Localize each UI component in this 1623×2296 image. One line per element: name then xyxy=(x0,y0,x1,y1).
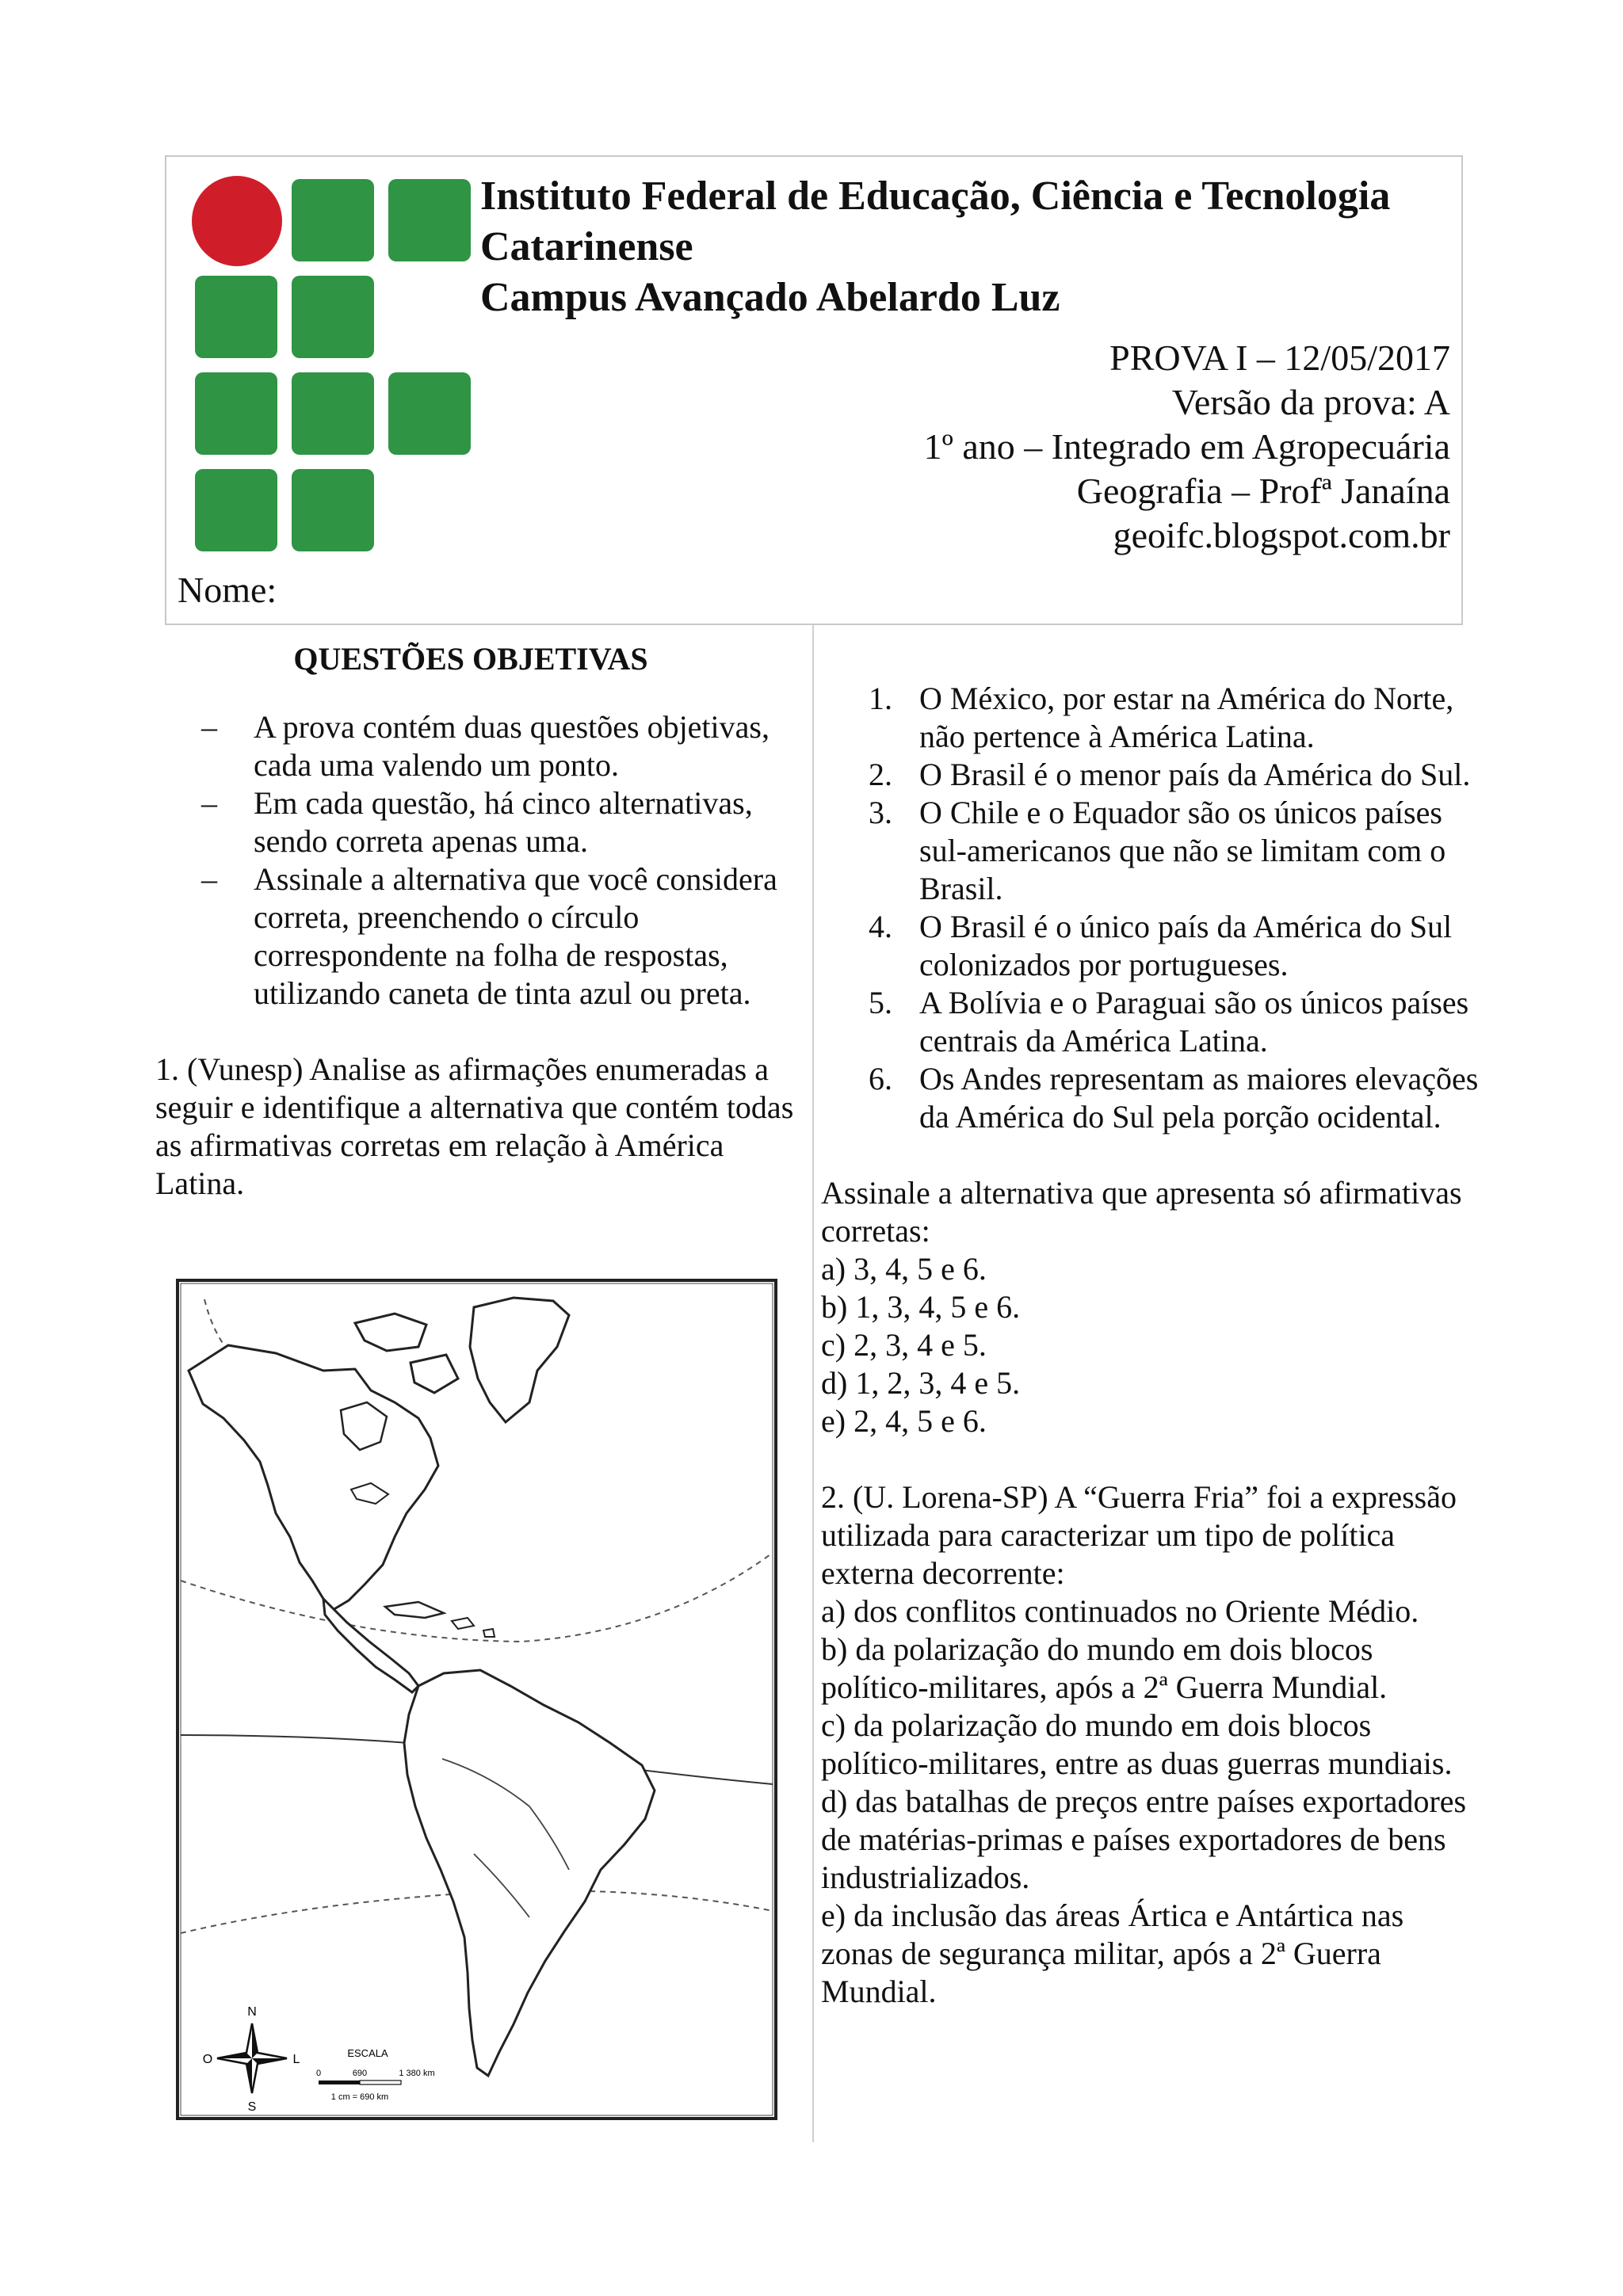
answer-option: e) da inclusão das áreas Ártica e Antártica nas zonas de segurança militar, após a 2ª Guerra Mundial. xyxy=(821,1897,1404,2009)
institution-line: Instituto Federal de Educação, Ciência e Tecnologia xyxy=(480,174,1391,219)
instruction-text: A prova contém duas questões objetivas, cada uma valendo um ponto. xyxy=(254,709,769,783)
statement-text: O Brasil é o menor país da América do Sul. xyxy=(919,757,1471,792)
dash-marker: – xyxy=(201,709,217,745)
exam-version: Versão da prova: A xyxy=(1171,382,1450,422)
logo-square xyxy=(195,276,277,358)
scale-start: 0 xyxy=(315,2069,322,2078)
logo-square xyxy=(388,372,471,455)
scale-note: 1 cm = 690 km xyxy=(330,2092,389,2102)
scale-bar xyxy=(360,2081,401,2084)
institute-logo xyxy=(190,174,475,555)
instruction-item xyxy=(155,860,805,1013)
compass-west: O xyxy=(202,2053,213,2066)
statement-number: 6. xyxy=(869,1061,892,1097)
instruction-text: Em cada questão, há cinco alternativas, sendo correta apenas uma. xyxy=(254,785,753,859)
statement-item xyxy=(821,756,1479,794)
statement-text: O Brasil é o único país da América do Sul colonizados por portugueses. xyxy=(919,909,1453,982)
header-box xyxy=(165,155,1463,625)
statement-text: O Chile e o Equador são os únicos países sul-americanos que não se limitam com o Brasil. xyxy=(919,795,1446,906)
compass-east: L xyxy=(292,2053,300,2066)
instruction-text: Assinale a alternativa que você considera correta, preenchendo o círculo correspondente na folha de respostas, utilizando caneta de tinta azul ou preta. xyxy=(254,861,777,1011)
compass-south: S xyxy=(247,2100,257,2114)
answer-option: a) dos conflitos continuados no Oriente Médio. xyxy=(821,1593,1419,1629)
column-divider xyxy=(812,625,814,2142)
statement-number: 1. xyxy=(869,681,892,716)
exam-website: geoifc.blogspot.com.br xyxy=(1113,515,1450,555)
institution-name xyxy=(480,171,1390,323)
caribbean-island xyxy=(483,1629,495,1637)
logo-square xyxy=(195,372,277,455)
institution-line: Catarinense xyxy=(480,224,693,269)
statement-number: 3. xyxy=(869,795,892,830)
answer-option: d) 1, 2, 3, 4 e 5. xyxy=(821,1365,1021,1401)
answer-option: a) 3, 4, 5 e 6. xyxy=(821,1251,987,1287)
answer-option: e) 2, 4, 5 e 6. xyxy=(821,1403,987,1439)
statement-number: 5. xyxy=(869,985,892,1020)
statements-list xyxy=(821,680,1479,1136)
scale-title: ESCALA xyxy=(347,2047,388,2059)
question-2-text: 2. (U. Lorena-SP) A “Guerra Fria” foi a expressão utilizada para caracterizar um tipo de política externa decorrente: xyxy=(821,1479,1457,1591)
dash-marker: – xyxy=(201,785,217,821)
statement-item xyxy=(821,794,1479,908)
question-1-text: 1. (Vunesp) Analise as afirmações enumeradas a seguir e identifique a alternativa que contém todas as afirmativas corretas em relação à América Latina. xyxy=(155,1051,794,1201)
logo-square xyxy=(292,469,374,551)
statement-item xyxy=(821,680,1479,756)
campus-line: Campus Avançado Abelardo Luz xyxy=(480,275,1060,320)
name-field-label: Nome: xyxy=(178,570,277,610)
dash-marker: – xyxy=(201,861,217,897)
exam-subject: Geografia – Profª Janaína xyxy=(1076,471,1450,511)
statement-number: 4. xyxy=(869,909,892,944)
statement-text: A Bolívia e o Paraguai são os únicos países centrais da América Latina. xyxy=(919,985,1469,1058)
statement-item xyxy=(821,1060,1479,1136)
answer-option: b) 1, 3, 4, 5 e 6. xyxy=(821,1289,1021,1325)
instructions-list xyxy=(155,708,805,1013)
logo-red-circle xyxy=(192,176,282,266)
instruction-item xyxy=(155,708,805,784)
statement-item xyxy=(821,984,1479,1060)
section-title: QUESTÕES OBJETIVAS xyxy=(293,641,648,677)
scale-end: 1 380 km xyxy=(399,2069,435,2078)
question-2-options xyxy=(821,1592,1479,2011)
right-column xyxy=(821,680,1479,2011)
logo-square xyxy=(195,469,277,551)
answer-option: c) 2, 3, 4 e 5. xyxy=(821,1327,987,1363)
question-1-prompt: Assinale a alternativa que apresenta só afirmativas corretas: xyxy=(821,1175,1462,1249)
statement-text: O México, por estar na América do Norte, não pertence à América Latina. xyxy=(919,681,1454,754)
exam-info xyxy=(924,336,1450,558)
logo-square xyxy=(292,372,374,455)
question-1-options xyxy=(821,1250,1479,1440)
statement-text: Os Andes representam as maiores elevações da América do Sul pela porção ocidental. xyxy=(919,1061,1479,1135)
scale-bar xyxy=(319,2081,360,2084)
logo-square xyxy=(292,276,374,358)
americas-map xyxy=(157,1252,791,2138)
logo-square xyxy=(388,179,471,261)
statement-item xyxy=(821,908,1479,984)
statement-number: 2. xyxy=(869,757,892,792)
left-column xyxy=(155,640,805,1203)
answer-option: c) da polarização do mundo em dois blocos político-militares, entre as duas guerras mundiais. xyxy=(821,1707,1453,1781)
scale-mid: 690 xyxy=(352,2069,368,2078)
instruction-item xyxy=(155,784,805,860)
answer-option: b) da polarização do mundo em dois blocos político-militares, após a 2ª Guerra Mundial. xyxy=(821,1631,1388,1705)
answer-option: d) das batalhas de preços entre países exportadores de matérias-primas e países exportadores de bens industrializados. xyxy=(821,1783,1467,1895)
compass-north: N xyxy=(247,2005,257,2019)
exam-class: 1º ano – Integrado em Agropecuária xyxy=(923,426,1450,467)
exam-title: PROVA I – 12/05/2017 xyxy=(1109,338,1450,378)
logo-square xyxy=(292,179,374,261)
